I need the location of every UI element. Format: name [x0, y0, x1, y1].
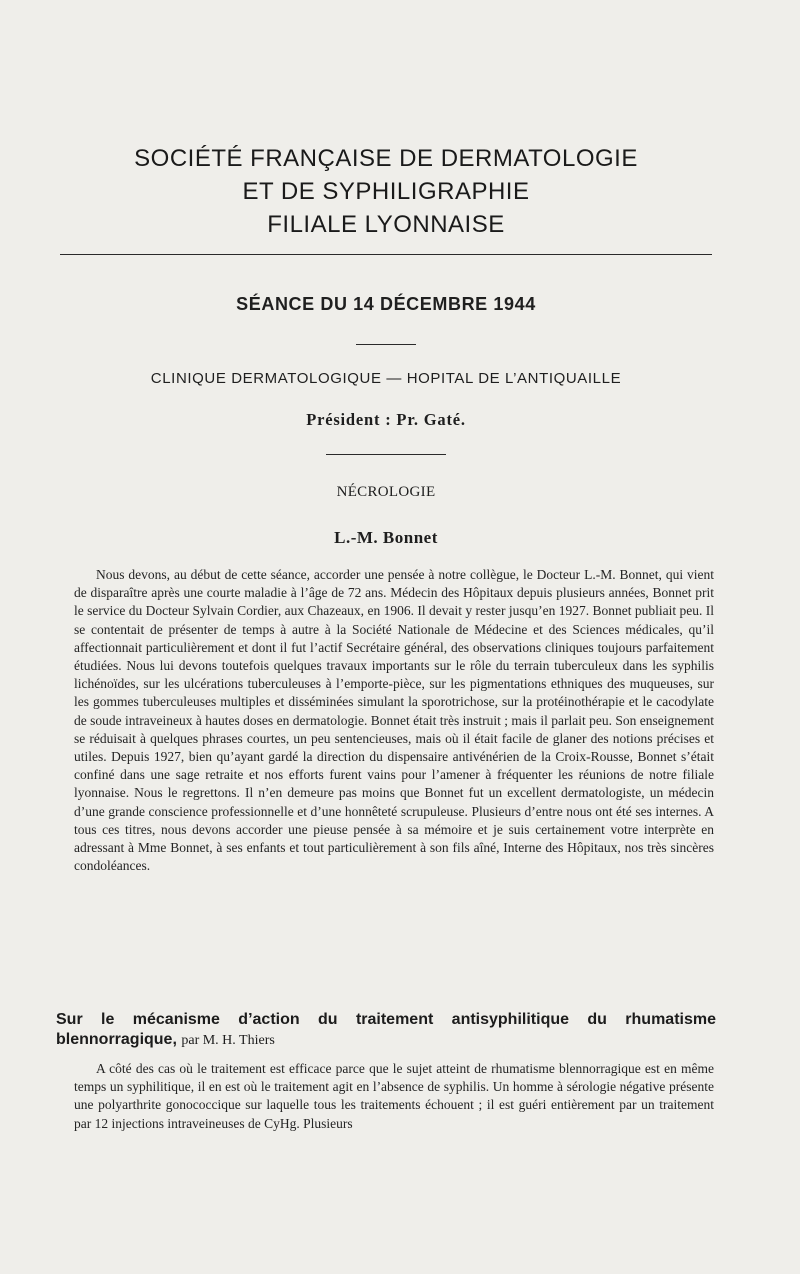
clinic-heading: CLINIQUE DERMATOLOGIQUE — HOPITAL DE L’ANTIQUAILLE — [150, 370, 622, 387]
article-title — [56, 1010, 716, 1051]
article-title-text: Sur le mécanisme d’action du traitement antisyphilitique du rhumatisme blennorragique, — [56, 1011, 716, 1048]
society-title-line-1: SOCIÉTÉ FRANÇAISE DE DERMATOLOGIE — [134, 145, 638, 172]
society-title-line-2: ET DE SYPHILIGRAPHIE — [242, 178, 530, 205]
article-byline: par M. H. Thiers — [181, 1033, 275, 1048]
necrology-text-block — [74, 566, 714, 875]
president-line: Président : Pr. Gaté. — [306, 410, 466, 429]
society-title-line-3: FILIALE LYONNAISE — [267, 211, 505, 238]
necrology-heading: NÉCROLOGIE — [336, 484, 436, 500]
necrology-paragraph: Nous devons, au début de cette séance, accorder une pensée à notre collègue, le Docteur L.-M. Bonnet, qui vient de disparaître après une courte maladie à l’âge de 72 ans. Médecin des Hôpitaux depuis plusieurs années, Bonnet prit le service du Docteur Sylvain Cordier, aux Chazeaux, en 1906. Il devait y rester jusqu’en 1927. Bonnet publiait peu. Il se contentait de présenter de temps à autre à la Société Nationale de Médecine et des Sciences médicales, qu’il affectionnait particulièrement et dont il fut l’actif Secrétaire général, des observations cliniques toujours parfaitement étudiées. Nous lui devons toutefois quelques travaux importants sur le rôle du terrain tuberculeux dans les syphilis lichénoïdes, sur les ulcérations tuberculeuses à l’emporte-pièce, sur les pigmentations ethniques des muqueuses, sur les gommes tuberculeuses multiples et disséminées simulant la sporotrichose, sur la protéinothérapie et le cacodylate de soude intraveineux à hautes doses en dermatologie. Bonnet était très instruit ; mais il parlait peu. Son enseignement se réduisait à quelques phrases courtes, un peu sentencieuses, mais où il était facile de glaner des notions précises et utiles. Depuis 1927, bien qu’ayant gardé la direction du dispensaire antivénérien de la Croix-Rousse, Bonnet s’était confiné dans une sage retraite et nos efforts furent vains pour l’amener à fréquenter les réunions de notre filiale lyonnaise. Nous le regrettons. Il n’en demeure pas moins que Bonnet fut un excellent dermatologiste, un médecin d’une grande conscience professionnelle et d’une honnêteté scrupuleuse. Plusieurs d’entre nous ont été ses internes. A tous ces titres, nous devons accorder une pieuse pensée à sa mémoire et je suis certainement votre interprète en adressant à Mme Bonnet, à ses enfants et tout particulièrement à son fils aîné, Interne des Hôpitaux, nos très sincères condoléances. — [74, 567, 714, 874]
necrology-name: L.-M. Bonnet — [334, 528, 438, 547]
article-paragraph: A côté des cas où le traitement est efficace parce que le sujet atteint de rhumatisme blennorragique est en même temps un syphilitique, il en est où le traitement agit en l’absence de syphilis. Un homme à sérologie négative présente une polyarthrite gonococcique sur laquelle tous les traitements échouent ; il est guéri entièrement par un traitement par 12 injections intraveineuses de CyHg. Plusieurs — [74, 1061, 714, 1131]
short-divider — [356, 344, 416, 345]
article-text-block — [74, 1060, 714, 1133]
header-rule — [60, 254, 712, 255]
president-divider — [326, 454, 446, 455]
session-heading: SÉANCE DU 14 DÉCEMBRE 1944 — [236, 294, 536, 314]
